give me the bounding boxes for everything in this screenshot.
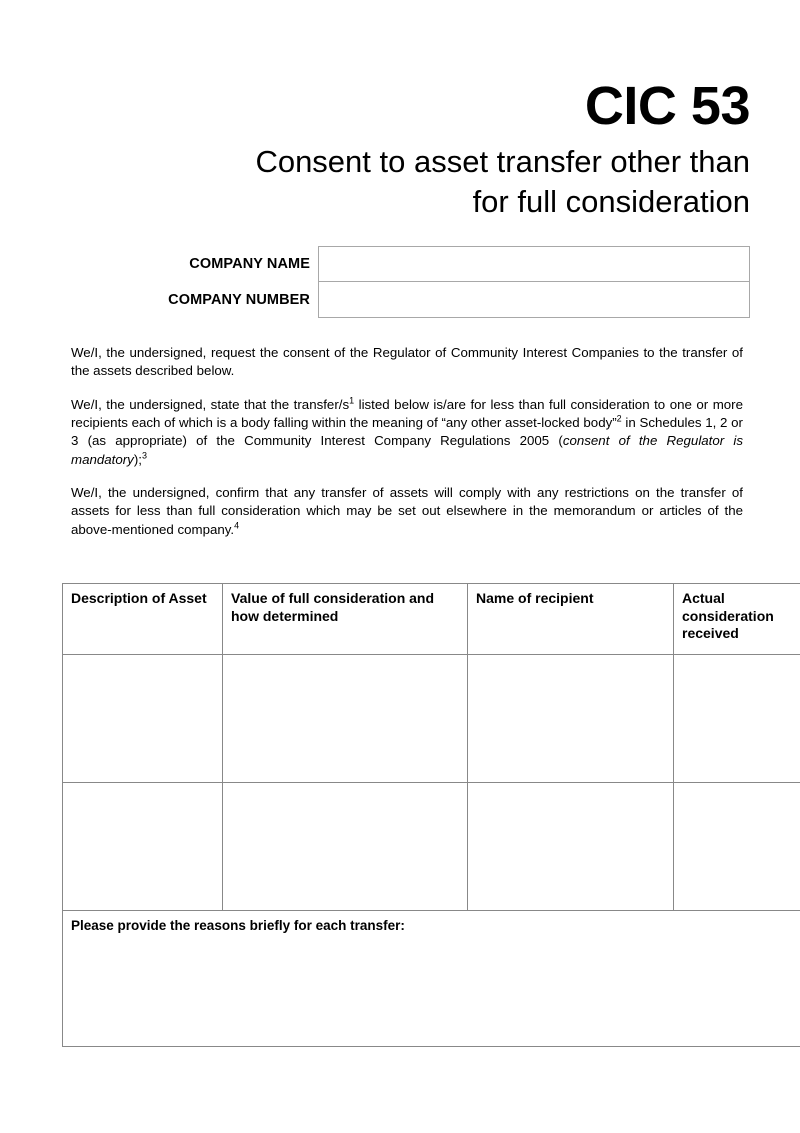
paragraph-statement-transfer — [71, 396, 743, 469]
reasons-row — [63, 911, 800, 1047]
paragraph-request-consent: We/I, the undersigned, request the consent of the Regulator of Community Interest Companies to the transfer of the assets described below. — [71, 345, 743, 379]
column-header-value-of-full-consideration: Value of full consideration and how determined — [223, 584, 468, 655]
footnote-marker-2: 2 — [616, 413, 622, 424]
page-subtitle — [62, 142, 750, 221]
company-name-input[interactable] — [318, 246, 750, 282]
p2-italic-clause: consent of the Regulator is mandatory — [71, 433, 743, 467]
column-header-actual-consideration-received: Actual consideration received — [674, 584, 800, 655]
cell-value-of-full-consideration[interactable] — [223, 783, 468, 911]
p2-segment-1: We/I, the undersigned, state that the transfer/s — [71, 396, 350, 412]
cell-value-of-full-consideration[interactable] — [223, 655, 468, 783]
table-header-row — [63, 584, 800, 655]
company-name-label: COMPANY NAME — [189, 256, 310, 272]
title-block — [62, 78, 750, 222]
reasons-cell[interactable] — [63, 911, 800, 1047]
footnote-marker-3: 3 — [141, 450, 147, 461]
body-text — [71, 344, 743, 539]
asset-transfer-table — [62, 583, 800, 1047]
p2-segment-2: listed below is/are for less than full consideration to one or more recipients each of which is a body falling within the meaning of “any other asset-locked body” — [71, 396, 743, 431]
table-row — [63, 783, 800, 911]
page-title: CIC 53 — [584, 76, 750, 136]
company-number-row — [62, 282, 750, 318]
paragraph-confirm-restrictions — [71, 484, 743, 539]
footnote-marker-1: 1 — [349, 395, 355, 406]
company-fields — [62, 246, 750, 318]
table-row — [63, 655, 800, 783]
column-header-description-of-asset: Description of Asset — [63, 584, 223, 655]
cell-actual-consideration-received[interactable] — [674, 783, 800, 911]
page-subtitle-line-2: for full consideration — [472, 183, 750, 219]
cell-description-of-asset[interactable] — [63, 783, 223, 911]
page-subtitle-line-1: Consent to asset transfer other than — [255, 144, 750, 180]
cell-description-of-asset[interactable] — [63, 655, 223, 783]
cell-actual-consideration-received[interactable] — [674, 655, 800, 783]
company-number-label: COMPANY NUMBER — [168, 292, 310, 308]
footnote-marker-4: 4 — [234, 520, 240, 531]
company-name-row — [62, 246, 750, 282]
p2-segment-4: ); — [133, 451, 142, 467]
cell-name-of-recipient[interactable] — [468, 783, 674, 911]
company-number-input[interactable] — [318, 282, 750, 318]
reasons-label: Please provide the reasons briefly for each transfer: — [71, 918, 405, 933]
p2-segment-3: in Schedules 1, 2 or 3 (as appropriate) of the Community Interest Company Regulations 2005 ( — [71, 415, 743, 449]
p3-segment-1: We/I, the undersigned, confirm that any transfer of assets will comply with any restrictions on the transfer of assets for less than full consideration which may be set out elsewhere in the memorandum or articles of the above-mentioned company. — [71, 485, 743, 537]
cell-name-of-recipient[interactable] — [468, 655, 674, 783]
column-header-name-of-recipient: Name of recipient — [468, 584, 674, 655]
